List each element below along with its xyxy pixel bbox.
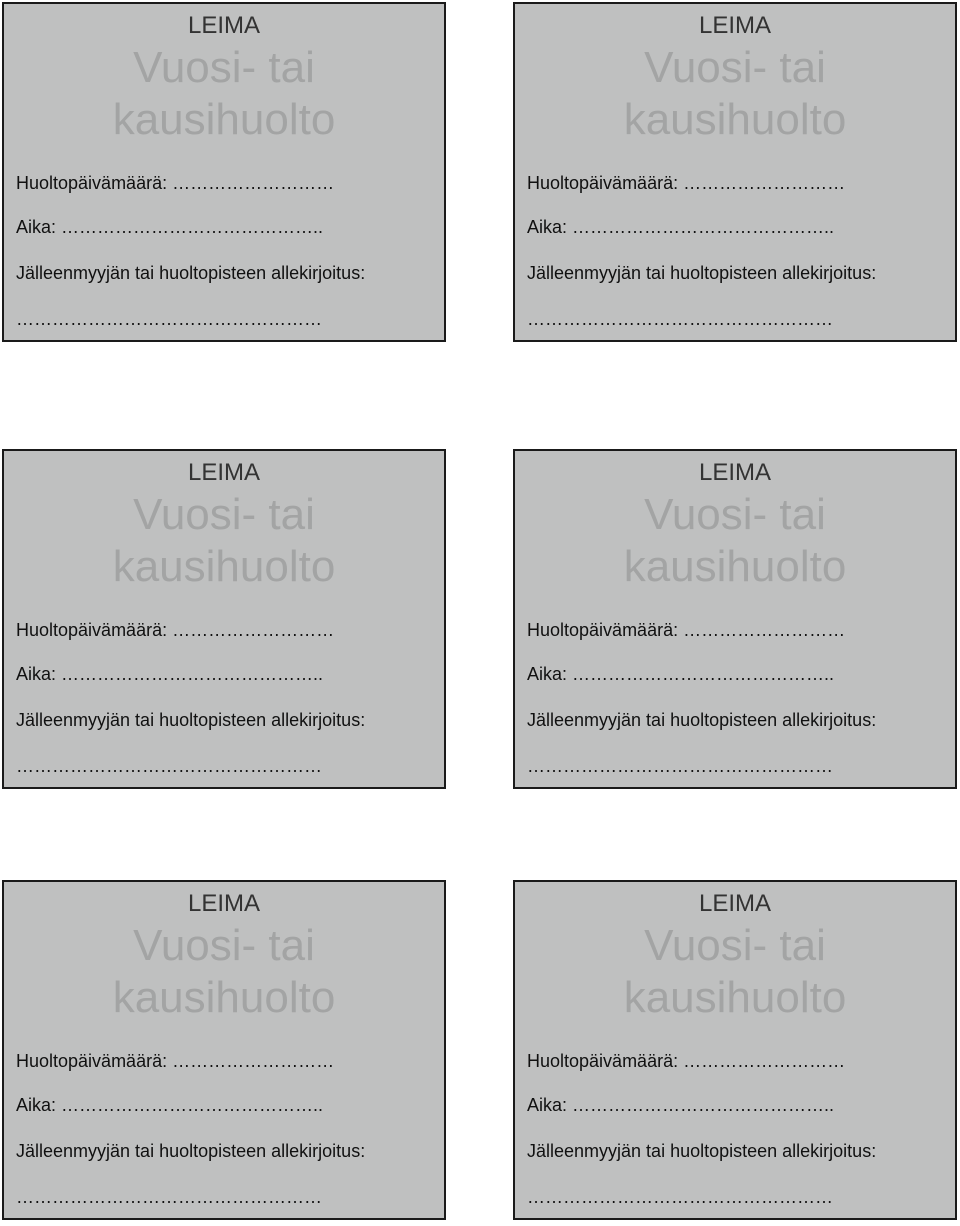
signature-label: Jälleenmyyjän tai huoltopisteen allekirjoitus:: [16, 1141, 366, 1161]
service-title: [4, 920, 444, 1024]
service-date-field: Huoltopäivämäärä: ………………………: [527, 173, 846, 193]
stamp-label: LEIMA: [187, 12, 261, 39]
time-field: Aika: ……………………………………..: [527, 1095, 835, 1115]
service-title: [515, 920, 955, 1024]
service-title-line2: kausihuolto: [623, 542, 847, 591]
signature-label: Jälleenmyyjän tai huoltopisteen allekirjoitus:: [527, 1141, 877, 1161]
service-date-field: Huoltopäivämäärä: ………………………: [527, 1051, 846, 1071]
stamp-label: LEIMA: [698, 12, 772, 39]
service-title-line1: Vuosi- tai: [133, 921, 315, 970]
signature-line: ……………………………………………: [16, 756, 322, 776]
signature-line: ……………………………………………: [16, 1187, 322, 1207]
stamp-label: LEIMA: [187, 459, 261, 486]
signature-line: ……………………………………………: [527, 1187, 833, 1207]
signature-label: Jälleenmyyjän tai huoltopisteen allekirjoitus:: [527, 263, 877, 283]
time-field: Aika: ……………………………………..: [16, 664, 324, 684]
service-title-line1: Vuosi- tai: [644, 490, 826, 539]
service-title: [515, 489, 955, 593]
service-date-field: Huoltopäivämäärä: ………………………: [527, 620, 846, 640]
service-stamp-card: [513, 2, 957, 342]
service-stamp-card: [2, 449, 446, 789]
service-stamp-card: [2, 880, 446, 1220]
service-date-field: Huoltopäivämäärä: ………………………: [16, 1051, 335, 1071]
time-field: Aika: ……………………………………..: [527, 217, 835, 237]
time-field: Aika: ……………………………………..: [16, 1095, 324, 1115]
service-title: [515, 42, 955, 146]
service-title-line1: Vuosi- tai: [133, 43, 315, 92]
stamp-label: LEIMA: [187, 890, 261, 917]
service-title-line1: Vuosi- tai: [133, 490, 315, 539]
service-date-field: Huoltopäivämäärä: ………………………: [16, 173, 335, 193]
service-date-field: Huoltopäivämäärä: ………………………: [16, 620, 335, 640]
signature-label: Jälleenmyyjän tai huoltopisteen allekirjoitus:: [16, 263, 366, 283]
service-title-line2: kausihuolto: [112, 95, 336, 144]
service-title-line2: kausihuolto: [623, 95, 847, 144]
signature-label: Jälleenmyyjän tai huoltopisteen allekirjoitus:: [527, 710, 877, 730]
service-title-line1: Vuosi- tai: [644, 921, 826, 970]
stamp-label: LEIMA: [698, 459, 772, 486]
service-stamp-card: [513, 449, 957, 789]
service-title-line2: kausihuolto: [112, 973, 336, 1022]
time-field: Aika: ……………………………………..: [16, 217, 324, 237]
service-title: [4, 489, 444, 593]
service-stamp-card: [513, 880, 957, 1220]
signature-line: ……………………………………………: [527, 309, 833, 329]
service-title-line1: Vuosi- tai: [644, 43, 826, 92]
service-title-line2: kausihuolto: [112, 542, 336, 591]
signature-line: ……………………………………………: [527, 756, 833, 776]
stamp-label: LEIMA: [698, 890, 772, 917]
service-stamp-card: [2, 2, 446, 342]
service-title-line2: kausihuolto: [623, 973, 847, 1022]
signature-line: ……………………………………………: [16, 309, 322, 329]
signature-label: Jälleenmyyjän tai huoltopisteen allekirjoitus:: [16, 710, 366, 730]
service-title: [4, 42, 444, 146]
time-field: Aika: ……………………………………..: [527, 664, 835, 684]
